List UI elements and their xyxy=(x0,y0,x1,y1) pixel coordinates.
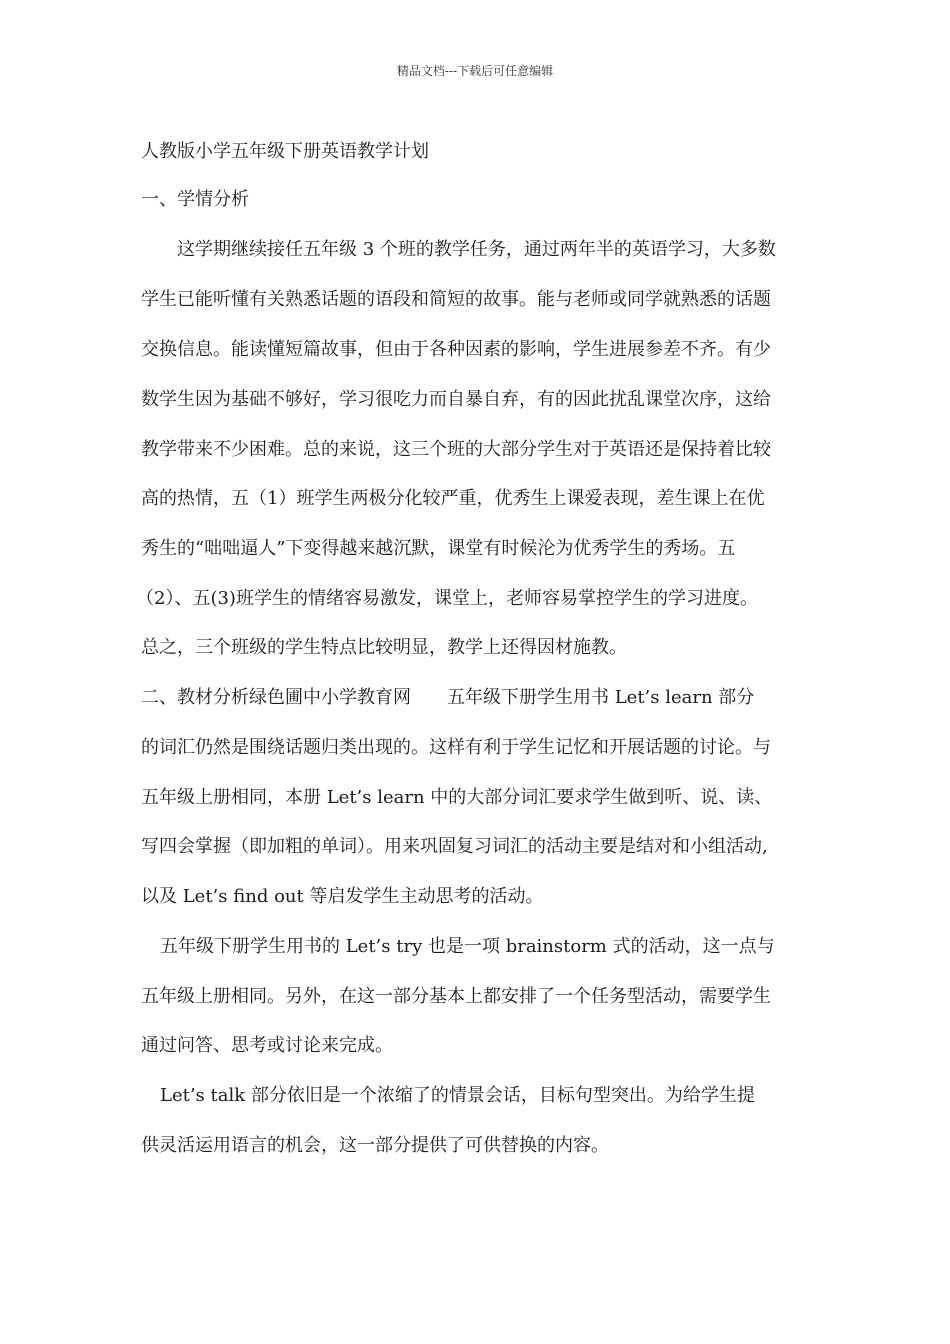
paragraph-line: 教学带来不少困难。总的来说，这三个班的大部分学生对于英语还是保持着比较 xyxy=(141,439,771,460)
paragraph-line: 这学期继续接任五年级 3 个班的教学任务，通过两年半的英语学习，大多数 xyxy=(177,239,776,260)
paragraph-line: 总之，三个班级的学生特点比较明显，教学上还得因材施教。 xyxy=(141,637,627,658)
paragraph-line: 学生已能听懂有关熟悉话题的语段和简短的故事。能与老师或同学就熟悉的话题 xyxy=(141,289,771,310)
section-heading: 一、学情分析 xyxy=(141,189,249,210)
paragraph-line: 写四会掌握（即加粗的单词）。用来巩固复习词汇的活动主要是结对和小组活动, xyxy=(141,836,768,857)
paragraph-line: 供灵活运用语言的机会，这一部分提供了可供替换的内容。 xyxy=(141,1135,609,1156)
paragraph-line: 的词汇仍然是围绕话题归类出现的。这样有利于学生记忆和开展话题的讨论。与 xyxy=(141,737,771,758)
paragraph-line: 以及 Let’s find out 等启发学生主动思考的活动。 xyxy=(141,886,544,907)
paragraph-line: 通过问答、思考或讨论来完成。 xyxy=(141,1035,393,1056)
paragraph-line: 五年级上册相同。另外，在这一部分基本上都安排了一个任务型活动，需要学生 xyxy=(141,986,771,1007)
paragraph-line: （2）、五(3)班学生的情绪容易激发，课堂上，老师容易掌控学生的学习进度。 xyxy=(136,588,758,609)
document-title: 人教版小学五年级下册英语教学计划 xyxy=(141,141,429,162)
paragraph-line: 五年级下册学生用书的 Let’s try 也是一项 brainstorm 式的活动，这一点与 xyxy=(160,936,775,957)
paragraph-line: 秀生的“咄咄逼人”下变得越来越沉默，课堂有时候沦为优秀学生的秀场。五 xyxy=(141,538,736,559)
paragraph-line: 五年级上册相同，本册 Let’s learn 中的大部分词汇要求学生做到听、说、读、 xyxy=(141,787,773,808)
paragraph-line: Let’s talk 部分依旧是一个浓缩了的情景会话，目标句型突出。为给学生提 xyxy=(160,1085,755,1106)
paragraph-line: 高的热情，五（1）班学生两极分化较严重，优秀生上课爱表现，差生课上在优 xyxy=(141,488,765,509)
section-heading-line: 二、教材分析绿色圃中小学教育网 五年级下册学生用书 Let’s learn 部分 xyxy=(141,687,755,708)
paragraph-line: 数学生因为基础不够好，学习很吃力而自暴自弃，有的因此扰乱课堂次序，这给 xyxy=(141,389,771,410)
paragraph-line: 交换信息。能读懂短篇故事，但由于各种因素的影响，学生进展参差不齐。有少 xyxy=(141,339,771,360)
page-header: 精品文档---下载后可任意编辑 xyxy=(396,64,554,78)
